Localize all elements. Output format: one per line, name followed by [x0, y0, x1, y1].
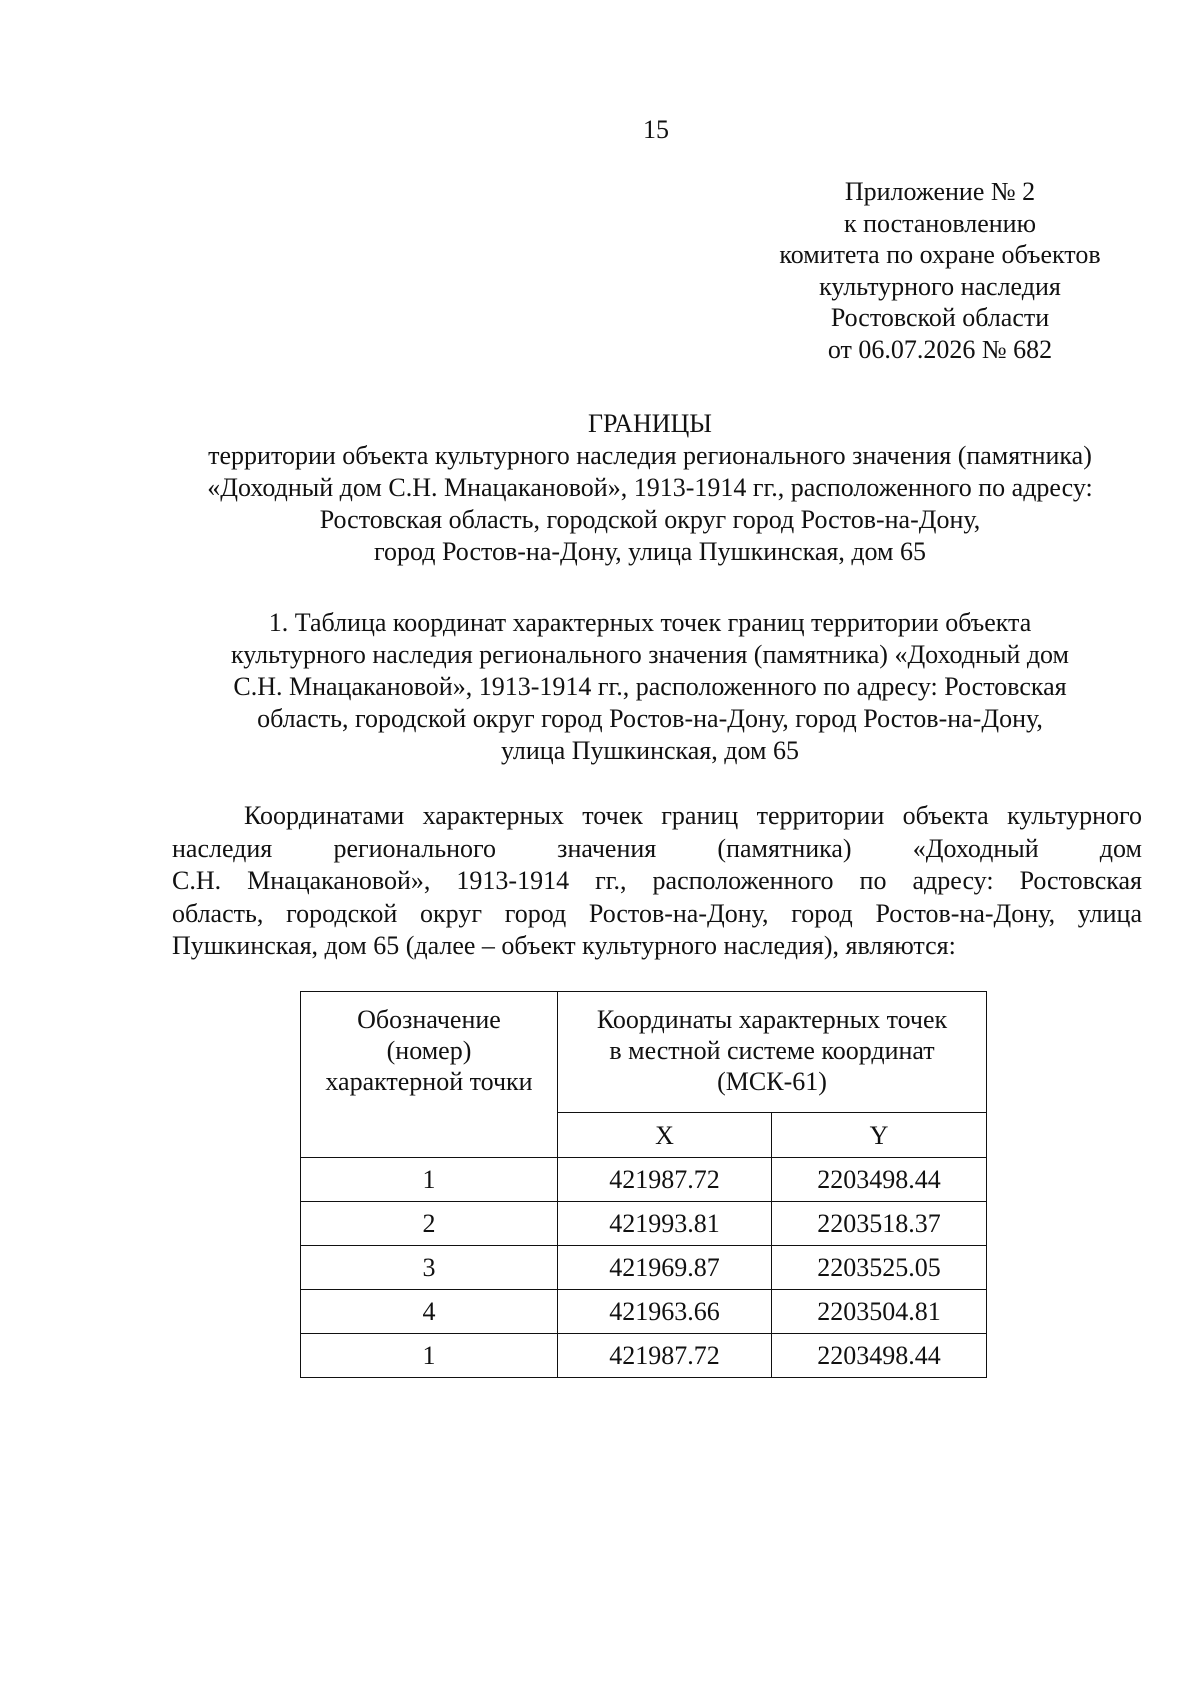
header-point-line: характерной точки [325, 1067, 533, 1096]
header-coords-cell [558, 992, 987, 1113]
y-cell: 2203498.44 [772, 1334, 987, 1378]
paragraph-line: наследия регионального значения (памятника) «Доходный дом [172, 833, 1142, 863]
table-title-line: 1. Таблица координат характерных точек границ территории объекта [268, 608, 1032, 637]
point-cell: 1 [301, 1334, 558, 1378]
paragraph-line: Координатами характерных точек границ территории объекта культурного [244, 801, 1142, 830]
x-cell: 421993.81 [558, 1202, 772, 1246]
header-coords-line: Координаты характерных точек [596, 1005, 948, 1034]
title-heading: ГРАНИЦЫ [588, 409, 712, 438]
paragraph-line: область, городской округ город Ростов-на-Дону, город Ростов-на-Дону, улица [172, 898, 1142, 928]
title-line: территории объекта культурного наследия регионального значения (памятника) [208, 441, 1092, 470]
document-title [160, 408, 1140, 568]
table-row [301, 1246, 987, 1290]
y-cell: 2203525.05 [772, 1246, 987, 1290]
point-cell: 1 [301, 1158, 558, 1202]
table-row [301, 1290, 987, 1334]
coordinates-table [300, 991, 987, 1378]
y-cell: 2203504.81 [772, 1290, 987, 1334]
table-title-line: улица Пушкинская, дом 65 [501, 736, 799, 765]
x-cell: 421969.87 [558, 1246, 772, 1290]
body-paragraph [172, 800, 1142, 963]
point-cell: 4 [301, 1290, 558, 1334]
y-cell: 2203518.37 [772, 1202, 987, 1246]
paragraph-line: С.Н. Мнацакановой», 1913-1914 гг., расположенного по адресу: Ростовская [172, 866, 1142, 895]
table-row [301, 1334, 987, 1378]
table-title-line: культурного наследия регионального значения (памятника) «Доходный дом [230, 640, 1070, 669]
header-coords-line: (МСК-61) [717, 1067, 827, 1096]
appendix-line: культурного наследия [819, 271, 1061, 301]
header-point-line: Обозначение [357, 1005, 501, 1034]
x-cell: 421987.72 [558, 1334, 772, 1378]
appendix-line: Приложение № 2 [844, 177, 1036, 206]
table-title-line: область, городской округ город Ростов-на-Дону, город Ростов-на-Дону, [257, 704, 1043, 733]
table-title-line: С.Н. Мнацакановой», 1913-1914 гг., расположенного по адресу: Ростовская [233, 672, 1067, 701]
header-point-cell [301, 992, 558, 1158]
appendix-line: Ростовской области [830, 303, 1050, 332]
y-cell: 2203498.44 [772, 1158, 987, 1202]
title-line: «Доходный дом С.Н. Мнацакановой», 1913-1914 гг., расположенного по адресу: [207, 473, 1093, 502]
x-cell: 421987.72 [558, 1158, 772, 1202]
header-coords-line: в местной системе координат [609, 1036, 935, 1065]
x-cell: 421963.66 [558, 1290, 772, 1334]
header-x-cell: X [558, 1113, 772, 1158]
appendix-block [730, 176, 1150, 365]
page-number: 15 [643, 115, 669, 144]
header-point-line: (номер) [386, 1036, 472, 1065]
title-line: Ростовская область, городской округ город Ростов-на-Дону, [319, 505, 981, 534]
point-cell: 2 [301, 1202, 558, 1246]
title-line: город Ростов-на-Дону, улица Пушкинская, дом 65 [373, 537, 927, 566]
appendix-line: к постановлению [843, 208, 1037, 238]
table-row [301, 1202, 987, 1246]
table-title [160, 607, 1140, 767]
table-row [301, 1158, 987, 1202]
table-header-row [301, 992, 987, 1113]
appendix-line: комитета по охране объектов [779, 240, 1101, 269]
appendix-line: от 06.07.2026 № 682 [827, 334, 1053, 364]
point-cell: 3 [301, 1246, 558, 1290]
header-y-cell: Y [772, 1113, 987, 1158]
paragraph-line: Пушкинская, дом 65 (далее – объект культурного наследия), являются: [172, 931, 956, 960]
